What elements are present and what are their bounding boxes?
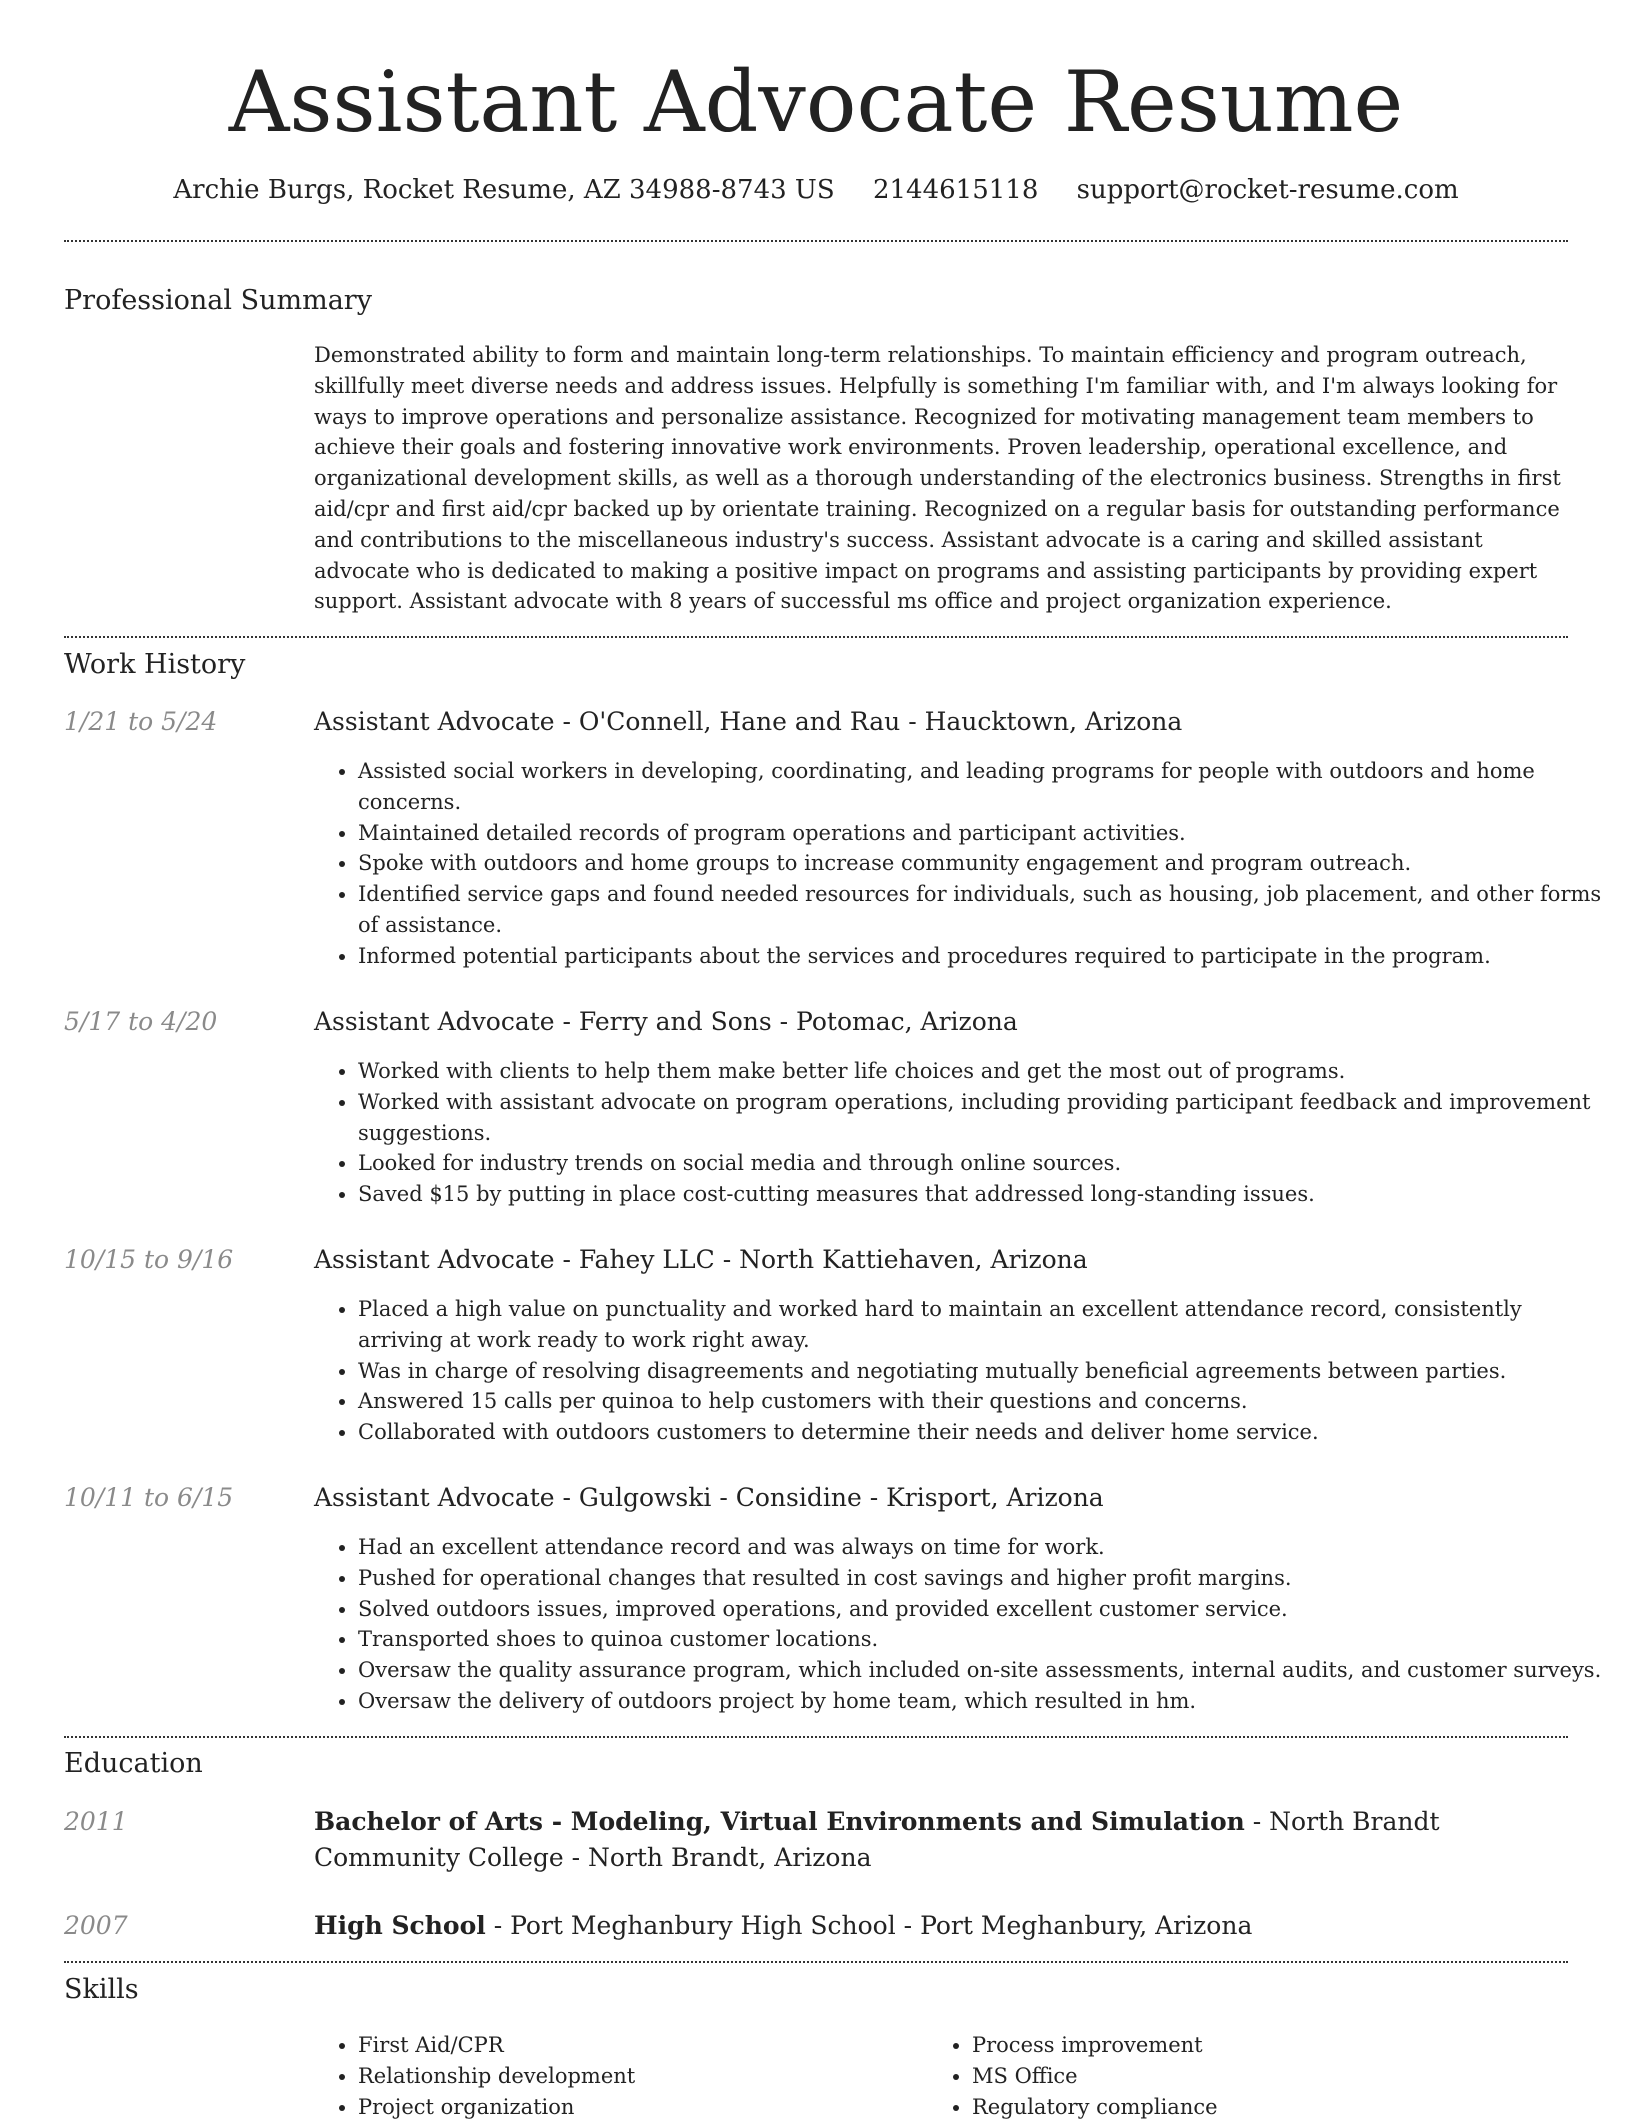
- job-date: 10/11 to 6/15: [64, 1483, 234, 1512]
- job-bullet: • Maintained detailed records of program operations and participant activities.: [358, 818, 1612, 849]
- job-bullet: • Worked with clients to help them make better life choices and get the most out of programs.: [358, 1056, 1612, 1087]
- job-heading: Assistant Advocate - Ferry and Sons - Potomac, Arizona: [314, 1007, 1018, 1036]
- contact-address: Archie Burgs, Rocket Resume, AZ 34988-8743 US: [173, 175, 835, 205]
- skill-item: • Project organization: [358, 2092, 928, 2122]
- job-bullets: [314, 756, 1612, 972]
- contact-phone: 2144615118: [872, 175, 1039, 205]
- skill-item: • First Aid/CPR: [358, 2030, 928, 2061]
- resume-title: Assistant Advocate Resume: [228, 53, 1404, 151]
- job-bullet: • Was in charge of resolving disagreements and negotiating mutually beneficial agreements between parties.: [358, 1356, 1612, 1387]
- job-bullet: • Informed potential participants about the services and procedures required to participate in the program.: [358, 941, 1612, 972]
- skills-list-right: [928, 2030, 1572, 2122]
- job-heading: Assistant Advocate - Fahey LLC - North Kattiehaven, Arizona: [314, 1245, 1088, 1274]
- education-school: - Port Meghanbury High School - Port Meghanbury, Arizona: [485, 1911, 1253, 1940]
- job-bullet: • Solved outdoors issues, improved operations, and provided excellent customer service.: [358, 1594, 1612, 1625]
- job-bullet: • Worked with assistant advocate on program operations, including providing participant feedback and improvement suggestions.: [358, 1087, 1612, 1149]
- contact-line: [0, 170, 1632, 210]
- education-degree: Bachelor of Arts - Modeling, Virtual Environments and Simulation: [314, 1807, 1245, 1836]
- job-bullet: • Identified service gaps and found needed resources for individuals, such as housing, job placement, and other forms of assistance.: [358, 879, 1612, 941]
- job-bullet: • Placed a high value on punctuality and worked hard to maintain an excellent attendance record, consistently arriving at work ready to work right away.: [358, 1294, 1612, 1356]
- education-date: 2011: [64, 1807, 128, 1836]
- skills-section-title: Skills: [64, 1974, 139, 2005]
- job-bullet: • Saved $15 by putting in place cost-cutting measures that addressed long-standing issues.: [358, 1179, 1612, 1210]
- job-heading: Assistant Advocate - Gulgowski - Considine - Krisport, Arizona: [314, 1483, 1104, 1512]
- job-bullets: [314, 1532, 1612, 1717]
- job-date: 1/21 to 5/24: [64, 707, 218, 736]
- education-date: 2007: [64, 1911, 128, 1940]
- contact-email: support@rocket-resume.com: [1076, 175, 1459, 205]
- education-heading: [314, 1804, 1568, 1876]
- job-bullets: [314, 1056, 1612, 1210]
- job-bullet: • Assisted social workers in developing, coordinating, and leading programs for people with outdoors and home concerns.: [358, 756, 1612, 818]
- section-divider: [64, 1736, 1568, 1738]
- job-bullet: • Answered 15 calls per quinoa to help customers with their questions and concerns.: [358, 1386, 1612, 1417]
- summary-section-title: Professional Summary: [64, 285, 372, 316]
- section-divider: [64, 240, 1568, 242]
- work-section-title: Work History: [64, 649, 246, 680]
- skills-list-left: [314, 2030, 928, 2122]
- job-bullet: • Collaborated with outdoors customers to determine their needs and deliver home service.: [358, 1417, 1612, 1448]
- education-school: - North Brandt Community College - North Brandt, Arizona: [314, 1807, 1440, 1872]
- skill-item: • Regulatory compliance: [972, 2092, 1572, 2122]
- education-section-title: Education: [64, 1748, 203, 1779]
- job-bullet: • Had an excellent attendance record and was always on time for work.: [358, 1532, 1612, 1563]
- job-date: 5/17 to 4/20: [64, 1007, 218, 1036]
- job-bullet: • Spoke with outdoors and home groups to increase community engagement and program outreach.: [358, 848, 1612, 879]
- job-date: 10/15 to 9/16: [64, 1245, 234, 1274]
- job-bullet: • Transported shoes to quinoa customer locations.: [358, 1624, 1612, 1655]
- job-bullet: • Oversaw the quality assurance program, which included on-site assessments, internal audits, and customer surveys.: [358, 1655, 1612, 1686]
- job-heading: Assistant Advocate - O'Connell, Hane and Rau - Haucktown, Arizona: [314, 707, 1183, 736]
- summary-text: Demonstrated ability to form and maintain long-term relationships. To maintain efficiency and program outreach, skillfully meet diverse needs and address issues. Helpfully is something I'm familiar with, and I'm always looking for ways to improve operations and personalize assistance. Recognized for motivating management team members to achieve their goals and fostering innovative work environments. Proven leadership, operational excellence, and organizational development skills, as well as a thorough understanding of the electronics business. Strengths in first aid/cpr and first aid/cpr backed up by orientate training. Recognized on a regular basis for outstanding performance and contributions to the miscellaneous industry's success. Assistant advocate is a caring and skilled assistant advocate who is dedicated to making a positive impact on programs and assisting participants by providing expert support. Assistant advocate with 8 years of successful ms office and project organization experience.: [314, 343, 1561, 614]
- job-bullet: • Pushed for operational changes that resulted in cost savings and higher profit margins.: [358, 1563, 1612, 1594]
- job-bullets: [314, 1294, 1612, 1448]
- job-bullet: • Looked for industry trends on social media and through online sources.: [358, 1148, 1612, 1179]
- skill-item: • Process improvement: [972, 2030, 1572, 2061]
- section-divider: [64, 1961, 1568, 1963]
- education-degree: High School: [314, 1911, 486, 1940]
- education-heading: [314, 1908, 1568, 1944]
- section-divider: [64, 636, 1568, 638]
- skill-item: • Relationship development: [358, 2061, 928, 2092]
- job-bullet: • Oversaw the delivery of outdoors project by home team, which resulted in hm.: [358, 1686, 1612, 1717]
- skill-item: • MS Office: [972, 2061, 1572, 2092]
